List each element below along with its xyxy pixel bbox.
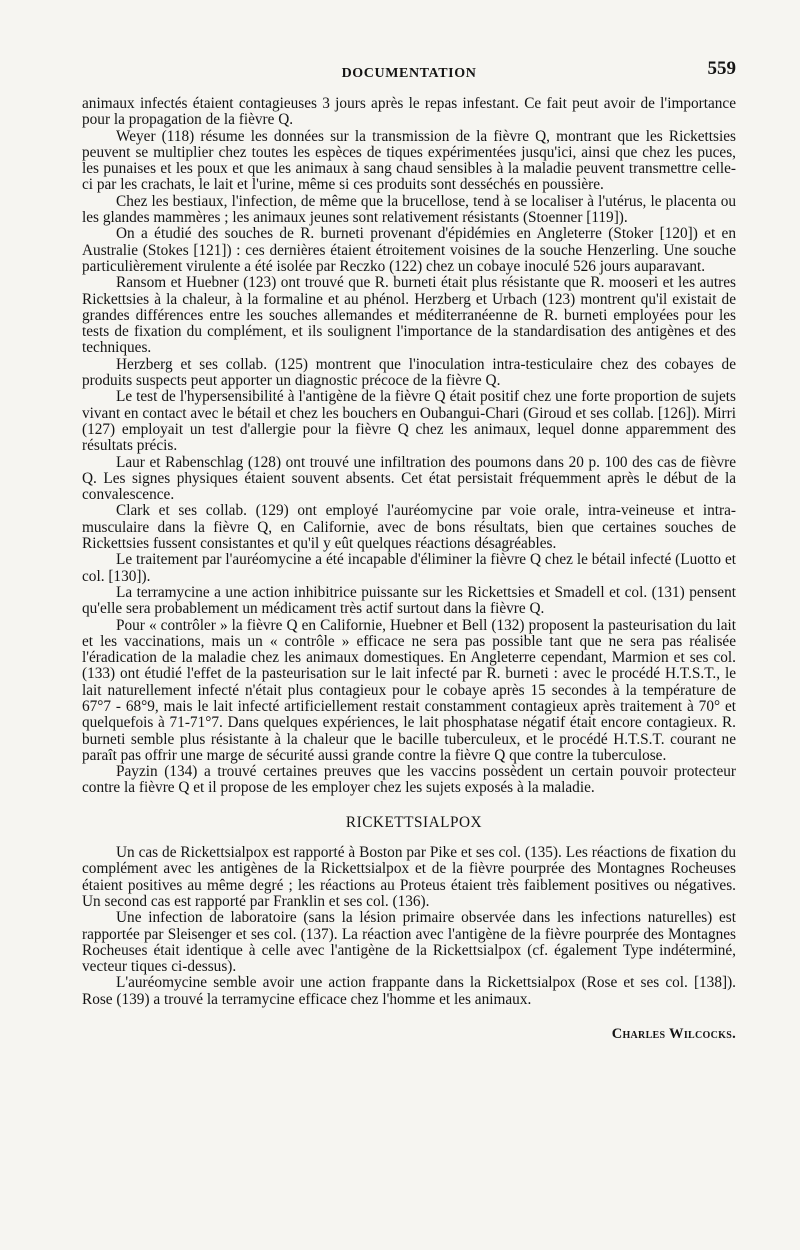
paragraph: Clark et ses collab. (129) ont employé l'auréomycine par voie orale, intra-veineuse et intra-musculaire dans la fièvre Q, en Californie, avec de bons résultats, bien que certaines souches de Rickettsies fussent consistantes et qu'il y eût quelques réactions désagréables. xyxy=(82,502,736,553)
paragraph: L'auréomycine semble avoir une action frappante dans la Rickettsialpox (Rose et ses col. [138]). Rose (139) a trouvé la terramycine efficace chez l'homme et les animaux. xyxy=(82,974,736,1008)
page-number: 559 xyxy=(707,58,736,79)
section-heading-text: RICKETTSIALPOX xyxy=(345,813,483,831)
paragraph: Laur et Rabenschlag (128) ont trouvé une infiltration des poumons dans 20 p. 100 des cas de fièvre Q. Les signes physiques étaient souvent absents. Cet état persistait fréquemment après le début de la convalescence. xyxy=(82,453,736,504)
paragraph: Pour « contrôler » la fièvre Q en Californie, Huebner et Bell (132) proposent la pasteurisation du lait et les vaccinations, mais un « contrôle » efficace ne sera pas possible tant que ne sera pas réalisée l'éradication de la maladie chez les animaux domestiques. En Angleterre cependant, Marmion et ses col. (133) ont étudié l'effet de la pasteurisation sur le lait infecté par R. burneti : avec le procédé H.T.S.T., le lait naturellement infecté n'était plus contagieux pour le cobaye après 15 secondes à la température de 67°7 - 68°9, mais le lait infecté artificiellement restait constamment contagieux après traitement à 70° et quelquefois à 71-71°7. Dans quelques expériences, le lait phosphatase négatif était encore contagieux. R. burneti semble plus résistante à la chaleur que le bacille tuberculeux, et le procédé H.T.S.T. courant ne paraît pas offrir une marge de sécurité aussi grande contre la fièvre Q que contre la tuberculose. xyxy=(82,616,736,764)
paragraph: La terramycine a une action inhibitrice puissante sur les Rickettsies et Smadell et col. (131) pensent qu'elle sera probablement un médicament très actif surtout dans la fièvre Q. xyxy=(82,583,736,618)
section-heading xyxy=(82,815,736,831)
paragraph: Chez les bestiaux, l'infection, de même que la brucellose, tend à se localiser à l'utérus, le placenta ou les glandes mammères ; les animaux jeunes sont relativement résistants (Stoenner [119]). xyxy=(82,192,736,227)
paragraph: Weyer (118) résume les données sur la transmission de la fièvre Q, montrant que les Rickettsies peuvent se multiplier chez toutes les espèces de tiques expérimentées jusqu'ici, ainsi que chez les puces, les punaises et les poux et que les animaux à sang chaud sensibles à la maladie peuvent transmettre celle-ci par les crachats, le lait et l'urine, même si ces produits sont desséchés en poussière. xyxy=(82,127,736,194)
paragraph: Herzberg et ses collab. (125) montrent que l'inoculation intra-testiculaire chez des cobayes de produits suspects peut apporter un diagnostic précoce de la fièvre Q. xyxy=(82,355,736,390)
paragraph: animaux infectés étaient contagieuses 3 jours après le repas infestant. Ce fait peut avoir de l'importance pour la propagation de la fièvre Q. xyxy=(82,95,736,129)
running-title: DOCUMENTATION xyxy=(341,66,477,81)
paragraph: Une infection de laboratoire (sans la lésion primaire observée dans les infections naturelles) est rapportée par Sleisenger et ses col. (137). La réaction avec l'antigène de la fièvre pourprée des Montagnes Rocheuses était identique à celle avec l'antigène de la Rickettsialpox (cf. également Type indéterminé, vecteur tiques ci-dessus). xyxy=(82,909,736,976)
page-header xyxy=(82,58,736,88)
paragraph: Un cas de Rickettsialpox est rapporté à Boston par Pike et ses col. (135). Les réactions de fixation du complément avec les antigènes de la Rickettsialpox et de la fièvre pourprée des Montagnes Rocheuses étaient positives au même degré ; les réactions au Proteus étaient très faiblement positives ou négatives. Un second cas est rapporté par Franklin et ses col. (136). xyxy=(82,844,736,910)
paragraph: Le test de l'hypersensibilité à l'antigène de la fièvre Q était positif chez une forte proportion de sujets vivant en contact avec le bétail et chez les bouchers en Oubangui-Chari (Giroud et ses collab. [126]). Mirri (127) employait un test d'allergie pour la fièvre Q chez les animaux, lequel donne apparemment des résultats précis. xyxy=(82,388,736,455)
paragraph: Le traitement par l'auréomycine a été incapable d'éliminer la fièvre Q chez le bétail infecté (Luotto et col. [130]). xyxy=(82,551,736,585)
paragraph: Payzin (134) a trouvé certaines preuves que les vaccins possèdent un certain pouvoir protecteur contre la fièvre Q et il propose de les employer chez les sujets exposés à la maladie. xyxy=(82,763,736,797)
author-signature: Charles Wilcocks. xyxy=(611,1026,736,1043)
paragraph: On a étudié des souches de R. burneti provenant d'épidémies en Angleterre (Stoker [120]) et en Australie (Stokes [121]) : ces dernières étaient étroitement voisines de la souche Henzerling. Une souche particulièrement virulente a été isolée par Reczko (122) chez un cobaye inoculé 526 jours auparavant. xyxy=(82,225,736,275)
body-text xyxy=(82,96,736,1042)
paragraph: Ransom et Huebner (123) ont trouvé que R. burneti était plus résistante que R. mooseri et les autres Rickettsies à la chaleur, à la formaline et au phénol. Herzberg et Urbach (123) montrent qu'il existait de grandes différences entre les souches allemandes et méditerranéenne de R. burneti employées pour les tests de fixation du complément, et ils soulignent l'importance de la standardisation des antigènes et des techniques. xyxy=(82,274,736,357)
